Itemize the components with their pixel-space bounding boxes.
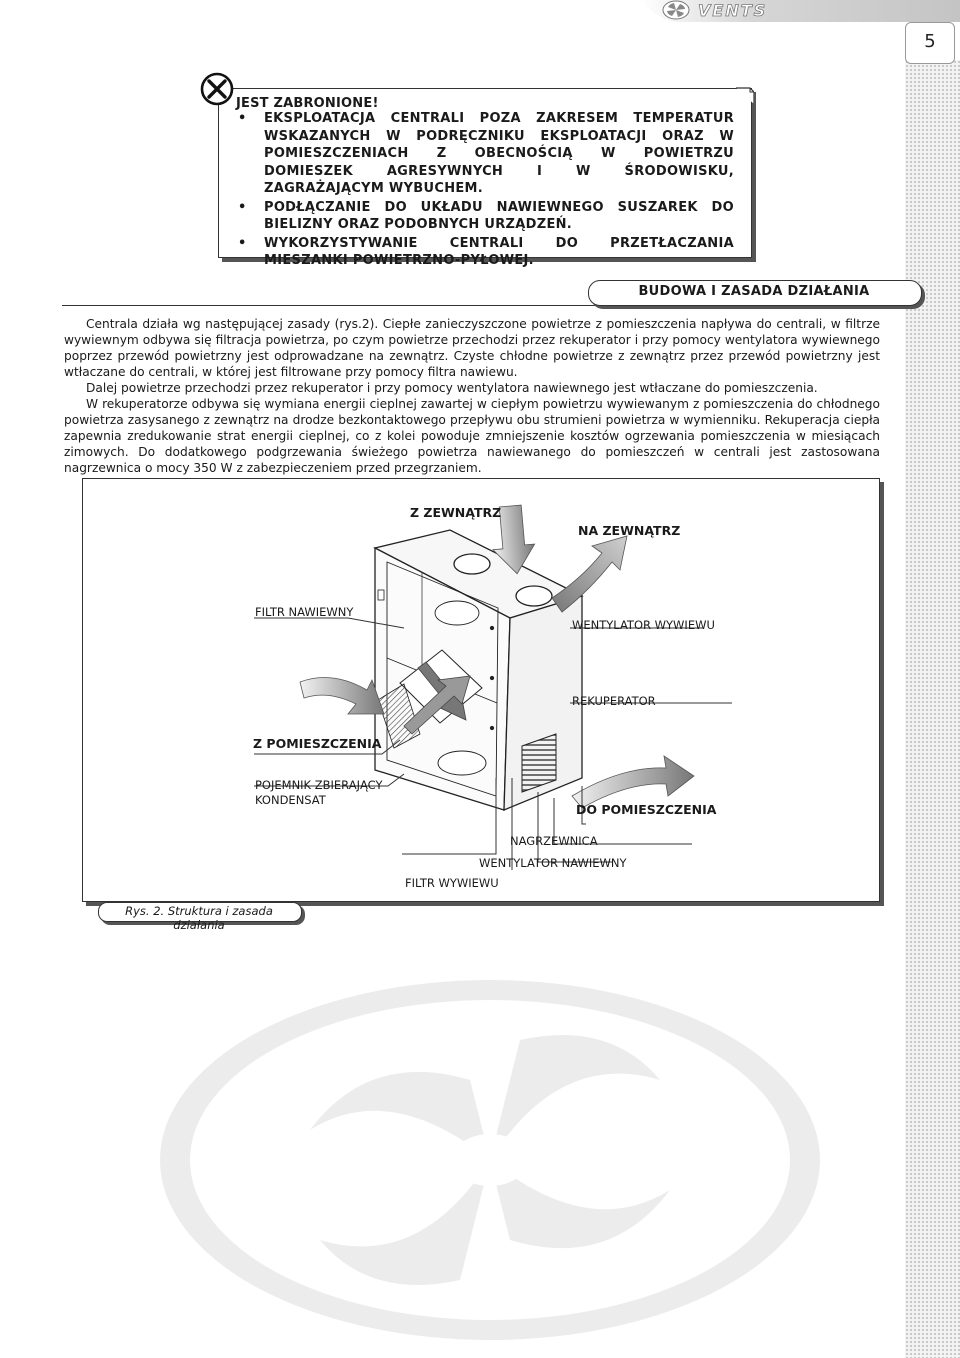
label-filtr-nawiewny: FILTR NAWIEWNY bbox=[255, 605, 354, 619]
label-pojemnik-line1: POJEMNIK ZBIERAJĄCY bbox=[255, 778, 383, 792]
arrow-to-room bbox=[572, 756, 694, 808]
body-paragraph: Centrala działa wg następującej zasady (rys.2). Ciepłe zanieczyszczone powietrze z pomieszczenia napływa do centrali, w filtrze wywiewnym odbywa się filtracja powietrza, po czym powietrze przechodzi przez rekuperator i przy pomocy wentylatora wywiewnego poprzez przewód powietrzny jest odprowadzane na zewnątrz. Czyste chłodne powietrze z zewnątrz przez przewód powietrzny jest wtłaczane do centrali, w której jest filtrowane przy pomocy filtra nawiewu. bbox=[64, 317, 880, 379]
label-wentylator-wywiewu: WENTYLATOR WYWIEWU bbox=[572, 618, 715, 632]
brand-text: VENTS bbox=[698, 1, 768, 20]
label-z-zewnatrz: Z ZEWNĄTRZ bbox=[410, 505, 502, 520]
label-pojemnik-line2: KONDENSAT bbox=[255, 793, 326, 807]
label-na-zewnatrz: NA ZEWNĄTRZ bbox=[578, 523, 681, 538]
label-nagrzewnica: NAGRZEWNICA bbox=[510, 834, 598, 848]
label-filtr-wywiewu: FILTR WYWIEWU bbox=[405, 876, 499, 890]
unit-casing bbox=[375, 530, 582, 810]
warning-item: • WYKORZYSTYWANIE CENTRALI DO PRZETŁACZANIA MIESZANKI POWIETRZNO-PYŁOWEJ. bbox=[236, 235, 734, 270]
warning-item: • EKSPLOATACJA CENTRALI POZA ZAKRESEM TEMPERATUR WSKAZANYCH W PODRĘCZNIKU EKSPLOATACJI ORAZ W POMIESZCZENIACH Z OBECNOŚCIĄ W POWIETRZU DOMIESZEK AGRESYWNYCH I W ŚRODOWISKU, ZAGRAŻAJĄCYM WYBUCHEM. bbox=[236, 110, 734, 198]
ventilation-unit-diagram bbox=[82, 478, 882, 904]
body-paragraph: Dalej powietrze przechodzi przez rekuperator i przy pomocy wentylatora nawiewnego jest wtłaczane do pomieszczenia. bbox=[86, 381, 818, 395]
label-wentylator-nawiewny: WENTYLATOR NAWIEWNY bbox=[479, 856, 627, 870]
arrow-to-outside bbox=[552, 536, 627, 612]
vents-logo-icon bbox=[663, 1, 689, 19]
page-fold-corner bbox=[736, 86, 754, 104]
label-do-pomieszczenia: DO POMIESZCZENIA bbox=[576, 802, 717, 817]
warning-title: JEST ZABRONIONE! bbox=[236, 96, 379, 111]
prohibited-icon bbox=[200, 72, 234, 106]
figure-caption: Rys. 2. Struktura i zasada działania bbox=[125, 904, 273, 932]
body-paragraph: W rekuperatorze odbywa się wymiana energii cieplnej zawartej w ciepłym powietrzu wywiewanym z pomieszczenia do chłodnego powietrza zasysanego z zewnątrz na drodze bezkontaktowego przepływu obu strumieni powietrza w wymienniku. Rekuperacja ciepła zapewnia zredukowanie strat energii cieplnej, co z kolei powoduje zmniejszenie kosztów ogrzewania pomieszczenia w miesiącach zimowych. Do dodatkowego podgrzewania świeżego powietrza nawiewanego do pomieszczeń w centrali jest zastosowana nagrzewnica o mocy 350 W z zabezpieczeniem przed przegrzaniem. bbox=[64, 397, 880, 475]
section-title: BUDOWA I ZASADA DZIAŁANIA bbox=[638, 284, 870, 299]
arrow-from-room bbox=[300, 678, 384, 715]
label-z-pomieszczenia: Z POMIESZCZENIA bbox=[253, 736, 382, 751]
vents-watermark-icon bbox=[140, 930, 840, 1350]
warning-list bbox=[236, 110, 734, 271]
body-text bbox=[64, 316, 880, 476]
side-decorative-strip bbox=[905, 60, 960, 1358]
page-number-box bbox=[905, 22, 955, 64]
label-rekuperator: REKUPERATOR bbox=[572, 694, 656, 708]
warning-item: • PODŁĄCZANIE DO UKŁADU NAWIEWNEGO SUSZAREK DO BIELIZNY ORAZ PODOBNYCH URZĄDZEŃ. bbox=[236, 199, 734, 234]
page-number: 5 bbox=[924, 31, 936, 52]
